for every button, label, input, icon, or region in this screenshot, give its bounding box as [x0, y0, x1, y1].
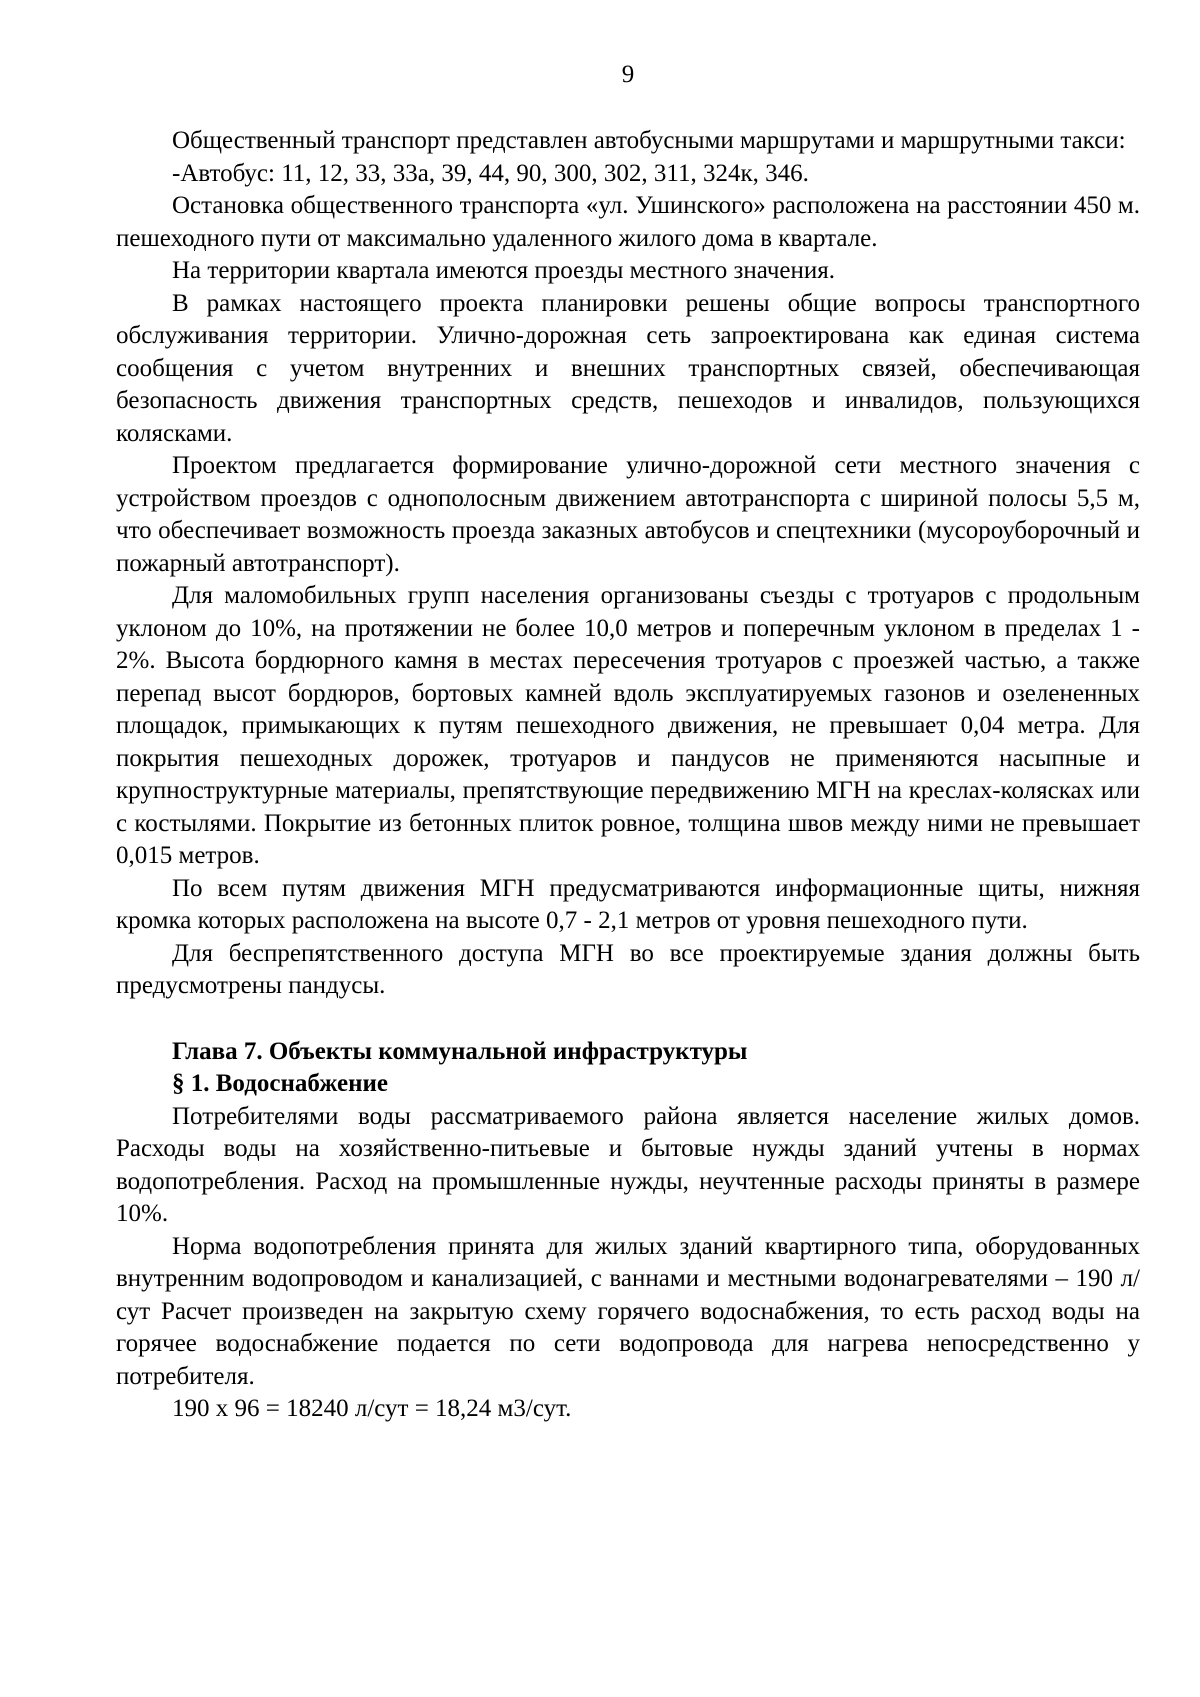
paragraph-bus-stop: Остановка общественного транспорта «ул. Ушинского» расположена на расстоянии 450 м. пешеходного пути от максимально удаленного жилого дома в квартале. [116, 192, 1140, 252]
paragraph-water-consumers: Потребителями воды рассматриваемого района является население жилых домов. Расходы воды на хозяйственно-питьевые и бытовые нужды зданий учтены в нормах водопотребления. Расход на промышленные нужды, неучтенные расходы приняты в размере 10%. [116, 1102, 1140, 1227]
paragraph-water-norm: Норма водопотребления принята для жилых зданий квартирного типа, оборудованных внутренним водопроводом и канализацией, с ваннами и местными водонагревателями – 190 л/сут Расчет произведен на закрытую схему горячего водоснабжения, то есть расход воды на горячее водоснабжение подается по сети водопровода для нагрева непосредственно у потребителя. [116, 1232, 1140, 1390]
paragraph-water-calculation: 190 х 96 = 18240 л/сут = 18,24 м3/сут. [172, 1395, 572, 1422]
paragraph-info-boards: По всем путям движения МГН предусматриваются информационные щиты, нижняя кромка которых расположена на высоте 0,7 - 2,1 метров от уровня пешеходного пути. [116, 874, 1140, 934]
page-number: 9 [621, 61, 635, 88]
paragraph-ramps: Для беспрепятственного доступа МГН во все проектируемые здания должны быть предусмотрены пандусы. [116, 939, 1140, 999]
document-body [116, 125, 1140, 1426]
paragraph-transport-service: В рамках настоящего проекта планировки решены общие вопросы транспортного обслуживания территории. Улично-дорожная сеть запроектирована как единая система сообщения с учетом внутренних и внешних транспортных связей, обеспечивающая безопасность движения транспортных средств, пешеходов и инвалидов, пользующихся колясками. [116, 289, 1140, 447]
paragraph-bus-routes: -Автобус: 11, 12, 33, 33а, 39, 44, 90, 300, 302, 311, 324к, 346. [172, 159, 809, 187]
paragraph-road-network: Проектом предлагается формирование улично-дорожной сети местного значения с устройством проездов с однополосным движением автотранспорта с шириной полосы 5,5 м, что обеспечивает возможность проезда заказных автобусов и спецтехники (мусороуборочный и пожарный автотранспорт). [116, 452, 1140, 577]
paragraph-accessibility: Для маломобильных групп населения организованы съезды с тротуаров с продольным уклоном до 10%, на протяжении не более 10,0 метров и поперечным уклоном в пределах 1 - 2%. Высота бордюрного камня в местах пересечения тротуаров с проезжей частью, а также перепад высот бордюров, бортовых камней вдоль эксплуатируемых газонов и озелененных площадок, примыкающих к путям пешеходного движения, не превышает 0,04 метра. Для покрытия пешеходных дорожек, тротуаров и пандусов не применяются насыпные и крупноструктурные материалы, препятствующие передвижению МГН на креслах-колясках или с костылями. Покрытие из бетонных плиток ровное, толщина швов между ними не превышает 0,015 метров. [116, 582, 1140, 869]
section-gap [116, 1003, 1140, 1036]
paragraph-transport-intro: Общественный транспорт представлен автобусными маршрутами и маршрутными такси: [172, 127, 1126, 154]
paragraph-local-driveways: На территории квартала имеются проезды местного значения. [172, 257, 836, 284]
section-heading: § 1. Водоснабжение [172, 1070, 389, 1097]
chapter-heading: Глава 7. Объекты коммунальной инфраструктуры [172, 1037, 748, 1065]
